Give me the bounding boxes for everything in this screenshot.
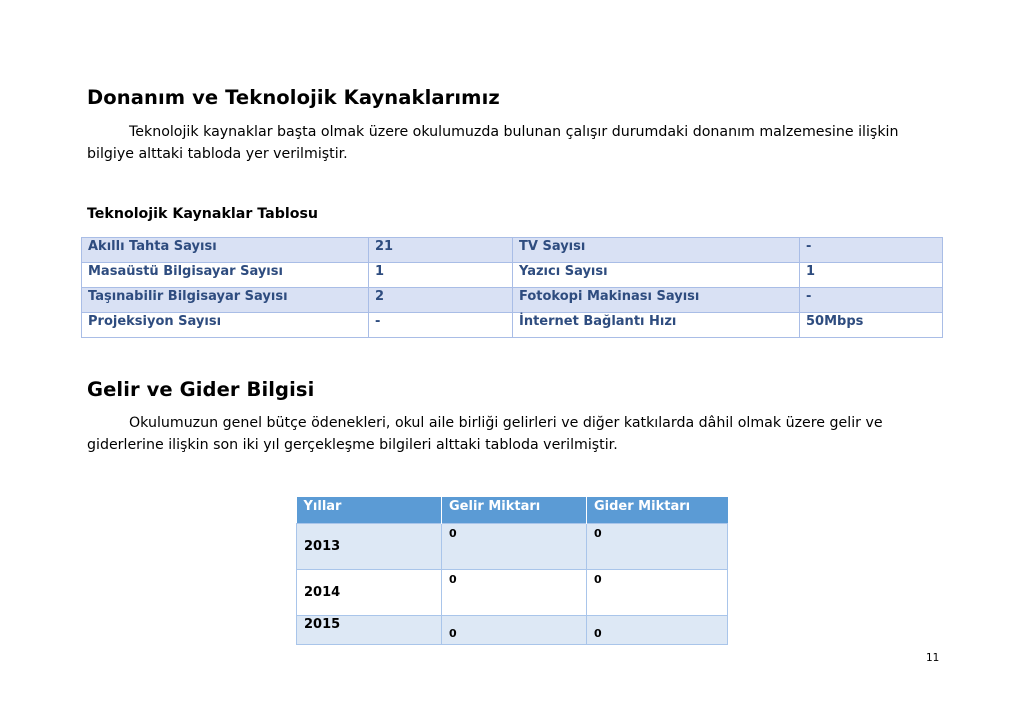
finance-paragraph-line1: Okulumuzun genel bütçe ödenekleri, okul aile birliği gelirleri ve diğer katkılarda dâhil olmak üzere gelir ve bbox=[129, 415, 883, 431]
section-title-finance: Gelir ve Gider Bilgisi bbox=[87, 378, 315, 401]
table-row bbox=[82, 313, 943, 338]
tech-label-cell: Akıllı Tahta Sayısı bbox=[82, 238, 369, 263]
income-expense-table bbox=[296, 497, 728, 645]
income-cell: 0 bbox=[442, 524, 587, 570]
table-row bbox=[297, 524, 728, 570]
tech-value-cell: 21 bbox=[369, 238, 513, 263]
tech-value-cell: - bbox=[800, 288, 943, 313]
tech-label-cell: Yazıcı Sayısı bbox=[513, 263, 800, 288]
tech-value-cell: - bbox=[800, 238, 943, 263]
income-cell: 0 bbox=[442, 616, 587, 645]
tech-label-cell: TV Sayısı bbox=[513, 238, 800, 263]
tech-label-cell: Taşınabilir Bilgisayar Sayısı bbox=[82, 288, 369, 313]
expense-cell: 0 bbox=[587, 570, 728, 616]
finance-paragraph-line2: giderlerine ilişkin son iki yıl gerçekleşme bilgileri alttaki tabloda verilmiştir. bbox=[87, 437, 618, 453]
tech-value-cell: 50Mbps bbox=[800, 313, 943, 338]
table-row bbox=[297, 616, 728, 645]
tech-value-cell: 2 bbox=[369, 288, 513, 313]
section-title-hardware: Donanım ve Teknolojik Kaynaklarımız bbox=[87, 86, 500, 109]
tech-label-cell: Fotokopi Makinası Sayısı bbox=[513, 288, 800, 313]
tech-value-cell: - bbox=[369, 313, 513, 338]
tech-label-cell: İnternet Bağlantı Hızı bbox=[513, 313, 800, 338]
income-cell: 0 bbox=[442, 570, 587, 616]
expense-cell: 0 bbox=[587, 524, 728, 570]
tech-value-cell: 1 bbox=[800, 263, 943, 288]
table-row bbox=[297, 570, 728, 616]
year-cell: 2013 bbox=[297, 524, 442, 570]
tech-value-cell: 1 bbox=[369, 263, 513, 288]
expense-cell: 0 bbox=[587, 616, 728, 645]
table-row bbox=[82, 238, 943, 263]
year-cell: 2014 bbox=[297, 570, 442, 616]
header-income: Gelir Miktarı bbox=[442, 497, 587, 524]
tech-resources-table bbox=[81, 237, 943, 338]
page-number: 11 bbox=[926, 652, 940, 664]
tech-label-cell: Masaüstü Bilgisayar Sayısı bbox=[82, 263, 369, 288]
header-expense: Gider Miktarı bbox=[587, 497, 728, 524]
header-years: Yıllar bbox=[297, 497, 442, 524]
hardware-paragraph-line2: bilgiye alttaki tabloda yer verilmiştir. bbox=[87, 146, 348, 162]
finance-paragraph bbox=[87, 412, 937, 456]
table-row bbox=[82, 288, 943, 313]
year-cell: 2015 bbox=[297, 616, 442, 645]
tech-label-cell: Projeksiyon Sayısı bbox=[82, 313, 369, 338]
table-header-row bbox=[297, 497, 728, 524]
hardware-paragraph-line1: Teknolojik kaynaklar başta olmak üzere okulumuzda bulunan çalışır durumdaki donanım malzemesine ilişkin bbox=[129, 124, 899, 140]
hardware-paragraph bbox=[87, 121, 937, 165]
tech-table-title: Teknolojik Kaynaklar Tablosu bbox=[87, 206, 319, 222]
table-row bbox=[82, 263, 943, 288]
